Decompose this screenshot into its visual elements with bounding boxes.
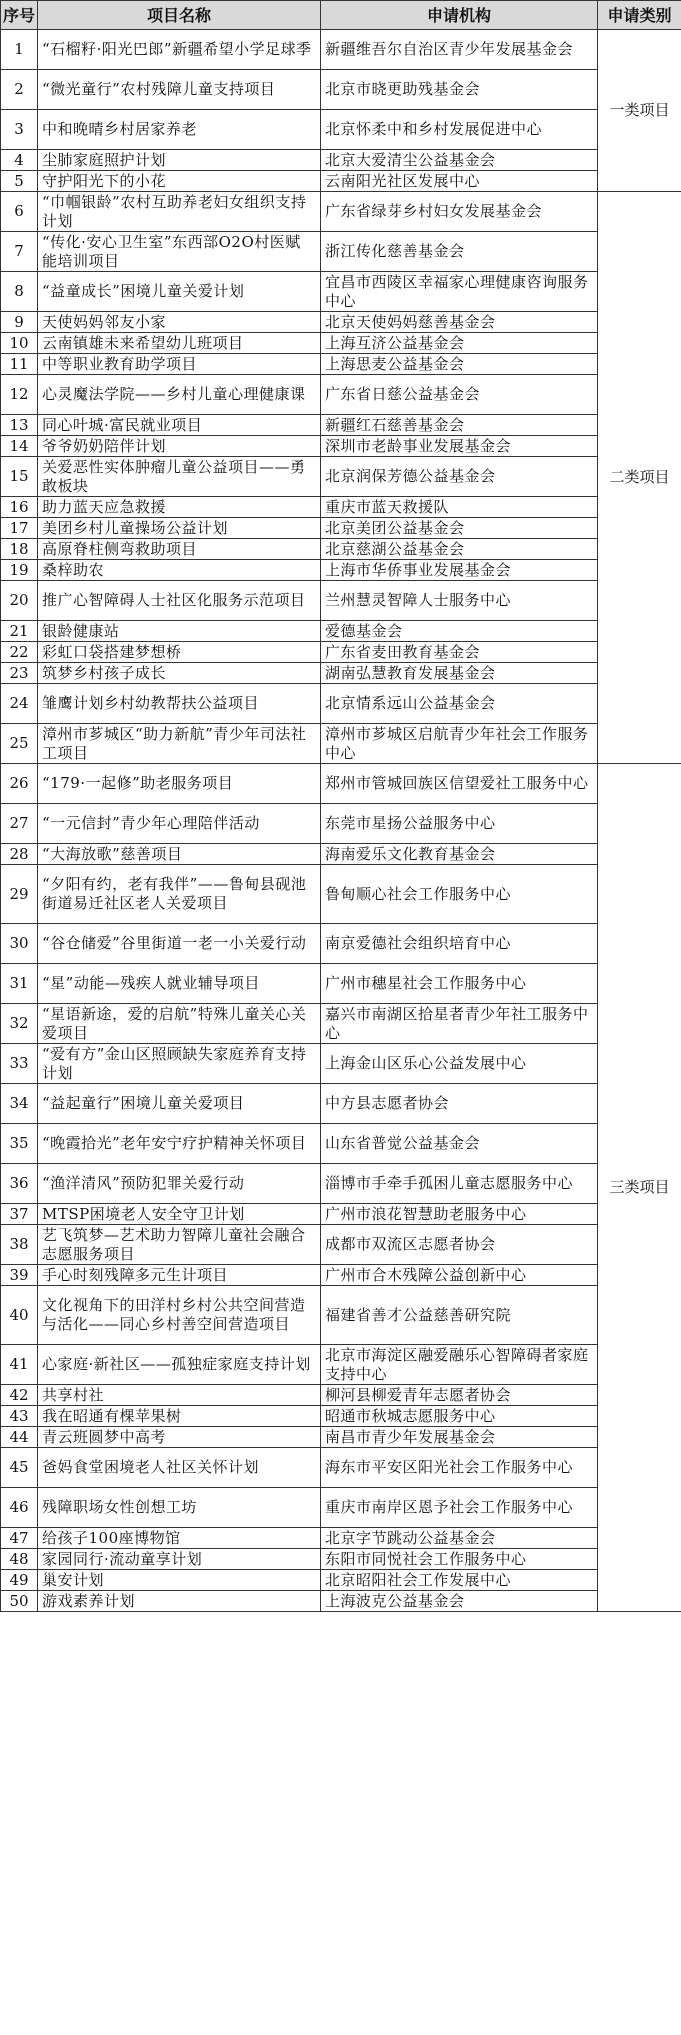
row-number: 25 <box>1 724 38 764</box>
applicant-org: 广州市浪花智慧助老服务中心 <box>321 1204 598 1225</box>
row-number: 6 <box>1 192 38 232</box>
project-name: “谷仓储爱”谷里街道一老一小关爱行动 <box>38 924 321 964</box>
project-name: 银龄健康站 <box>38 621 321 642</box>
row-number: 35 <box>1 1124 38 1164</box>
table-row <box>1 1204 681 1225</box>
category-cell: 二类项目 <box>598 192 681 764</box>
applicant-org: 郑州市管城回族区信望爱社工服务中心 <box>321 764 598 804</box>
applicant-org: 北京天使妈妈慈善基金会 <box>321 312 598 333</box>
header-name: 项目名称 <box>38 1 321 30</box>
table-row <box>1 457 681 497</box>
applicant-org: 北京市海淀区融爱融乐心智障碍者家庭支持中心 <box>321 1345 598 1385</box>
row-number: 7 <box>1 232 38 272</box>
applicant-org: 广州市合木残障公益创新中心 <box>321 1265 598 1286</box>
project-name: “爱有方”金山区照顾缺失家庭养育支持计划 <box>38 1044 321 1084</box>
row-number: 42 <box>1 1385 38 1406</box>
row-number: 21 <box>1 621 38 642</box>
project-name: 中和晚晴乡村居家养老 <box>38 110 321 150</box>
applicant-org: 嘉兴市南湖区拾星者青少年社工服务中心 <box>321 1004 598 1044</box>
table-row <box>1 684 681 724</box>
applicant-org: 广东省麦田教育基金会 <box>321 642 598 663</box>
row-number: 4 <box>1 150 38 171</box>
applicant-org: 南京爱德社会组织培育中心 <box>321 924 598 964</box>
applicant-org: 兰州慧灵智障人士服务中心 <box>321 581 598 621</box>
header-seq: 序号 <box>1 1 38 30</box>
row-number: 13 <box>1 415 38 436</box>
project-name: “179·一起修”助老服务项目 <box>38 764 321 804</box>
table-row <box>1 150 681 171</box>
project-name: “大海放歌”慈善项目 <box>38 844 321 865</box>
applicant-org: 云南阳光社区发展中心 <box>321 171 598 192</box>
project-name: 高原脊柱侧弯救助项目 <box>38 539 321 560</box>
project-name: 雏鹰计划乡村幼教帮扶公益项目 <box>38 684 321 724</box>
project-name: “星语新途，爱的启航”特殊儿童关心关爱项目 <box>38 1004 321 1044</box>
table-row <box>1 436 681 457</box>
table-row <box>1 1286 681 1345</box>
table-row <box>1 1528 681 1549</box>
project-name: “益起童行”困境儿童关爱项目 <box>38 1084 321 1124</box>
applicant-org: 北京润保芳德公益基金会 <box>321 457 598 497</box>
row-number: 31 <box>1 964 38 1004</box>
project-name: 彩虹口袋搭建梦想桥 <box>38 642 321 663</box>
table-row <box>1 1164 681 1204</box>
table-row <box>1 844 681 865</box>
applicant-org: 上海金山区乐心公益发展中心 <box>321 1044 598 1084</box>
row-number: 5 <box>1 171 38 192</box>
applicant-org: 东阳市同悦社会工作服务中心 <box>321 1549 598 1570</box>
table-row <box>1 1549 681 1570</box>
table-row <box>1 1044 681 1084</box>
row-number: 22 <box>1 642 38 663</box>
row-number: 27 <box>1 804 38 844</box>
table-row <box>1 560 681 581</box>
project-name: 文化视角下的田洋村乡村公共空间营造与活化——同心乡村善空间营造项目 <box>38 1286 321 1345</box>
table-row <box>1 539 681 560</box>
applicant-org: 广州市穗星社会工作服务中心 <box>321 964 598 1004</box>
project-name: 云南镇雄未来希望幼儿班项目 <box>38 333 321 354</box>
applicant-org: 上海思麦公益基金会 <box>321 354 598 375</box>
project-name: “星”动能—残疾人就业辅导项目 <box>38 964 321 1004</box>
project-name: 关爱恶性实体肿瘤儿童公益项目——勇敢板块 <box>38 457 321 497</box>
project-name: 助力蓝天应急救援 <box>38 497 321 518</box>
applicant-org: 海南爱乐文化教育基金会 <box>321 844 598 865</box>
table-row <box>1 30 681 70</box>
project-name: “渔洋清风”预防犯罪关爱行动 <box>38 1164 321 1204</box>
category-cell: 三类项目 <box>598 764 681 1612</box>
applicant-org: 北京情系远山公益基金会 <box>321 684 598 724</box>
applicant-org: 新疆红石慈善基金会 <box>321 415 598 436</box>
row-number: 33 <box>1 1044 38 1084</box>
applicant-org: 山东省普觉公益基金会 <box>321 1124 598 1164</box>
project-name: 筑梦乡村孩子成长 <box>38 663 321 684</box>
table-row <box>1 642 681 663</box>
applicant-org: 上海波克公益基金会 <box>321 1591 598 1612</box>
project-name: 心家庭·新社区——孤独症家庭支持计划 <box>38 1345 321 1385</box>
project-name: 天使妈妈邻友小家 <box>38 312 321 333</box>
project-name: 我在昭通有棵苹果树 <box>38 1406 321 1427</box>
header-row <box>1 1 681 30</box>
row-number: 46 <box>1 1488 38 1528</box>
applicant-org: 淄博市手牵手孤困儿童志愿服务中心 <box>321 1164 598 1204</box>
project-name: 爸妈食堂困境老人社区关怀计划 <box>38 1448 321 1488</box>
row-number: 8 <box>1 272 38 312</box>
applicant-org: 深圳市老龄事业发展基金会 <box>321 436 598 457</box>
table-row <box>1 1591 681 1612</box>
applicant-org: 北京怀柔中和乡村发展促进中心 <box>321 110 598 150</box>
project-name: 中等职业教育助学项目 <box>38 354 321 375</box>
row-number: 32 <box>1 1004 38 1044</box>
table-row <box>1 192 681 232</box>
applicant-org: 新疆维吾尔自治区青少年发展基金会 <box>321 30 598 70</box>
table-row <box>1 1448 681 1488</box>
applicant-org: 东莞市星扬公益服务中心 <box>321 804 598 844</box>
table-row <box>1 1265 681 1286</box>
project-name: 美团乡村儿童操场公益计划 <box>38 518 321 539</box>
project-name: 心灵魔法学院——乡村儿童心理健康课 <box>38 375 321 415</box>
row-number: 23 <box>1 663 38 684</box>
applicant-org: 浙江传化慈善基金会 <box>321 232 598 272</box>
row-number: 10 <box>1 333 38 354</box>
table-row <box>1 171 681 192</box>
project-name: 爷爷奶奶陪伴计划 <box>38 436 321 457</box>
applicant-org: 湖南弘慧教育发展基金会 <box>321 663 598 684</box>
project-name: “石榴籽·阳光巴郎”新疆希望小学足球季 <box>38 30 321 70</box>
table-row <box>1 924 681 964</box>
row-number: 34 <box>1 1084 38 1124</box>
table-row <box>1 1004 681 1044</box>
header-org: 申请机构 <box>321 1 598 30</box>
project-name: 桑梓助农 <box>38 560 321 581</box>
project-name: “益童成长”困境儿童关爱计划 <box>38 272 321 312</box>
row-number: 44 <box>1 1427 38 1448</box>
project-name: 手心时刻残障多元生计项目 <box>38 1265 321 1286</box>
table-row <box>1 581 681 621</box>
row-number: 38 <box>1 1225 38 1265</box>
project-name: “微光童行”农村残障儿童支持项目 <box>38 70 321 110</box>
row-number: 37 <box>1 1204 38 1225</box>
applicant-org: 成都市双流区志愿者协会 <box>321 1225 598 1265</box>
table-row <box>1 1488 681 1528</box>
project-name: 给孩子100座博物馆 <box>38 1528 321 1549</box>
row-number: 49 <box>1 1570 38 1591</box>
category-cell: 一类项目 <box>598 30 681 192</box>
row-number: 26 <box>1 764 38 804</box>
applicant-org: 福建省善才公益慈善研究院 <box>321 1286 598 1345</box>
row-number: 1 <box>1 30 38 70</box>
project-name: “夕阳有约，老有我伴”——鲁甸县砚池街道易迁社区老人关爱项目 <box>38 865 321 924</box>
project-name: “一元信封”青少年心理陪伴活动 <box>38 804 321 844</box>
row-number: 45 <box>1 1448 38 1488</box>
table-row <box>1 1406 681 1427</box>
applicant-org: 北京字节跳动公益基金会 <box>321 1528 598 1549</box>
project-name: 守护阳光下的小花 <box>38 171 321 192</box>
table-row <box>1 354 681 375</box>
project-name: 共享村社 <box>38 1385 321 1406</box>
project-name: 推广心智障碍人士社区化服务示范项目 <box>38 581 321 621</box>
table-row <box>1 1345 681 1385</box>
table-row <box>1 804 681 844</box>
table-row <box>1 1225 681 1265</box>
table-body <box>1 30 681 1612</box>
applicant-org: 北京大爱清尘公益基金会 <box>321 150 598 171</box>
project-name: 巢安计划 <box>38 1570 321 1591</box>
row-number: 2 <box>1 70 38 110</box>
row-number: 40 <box>1 1286 38 1345</box>
row-number: 17 <box>1 518 38 539</box>
applicant-org: 重庆市蓝天救援队 <box>321 497 598 518</box>
project-name: “巾帼银龄”农村互助养老妇女组织支持计划 <box>38 192 321 232</box>
table-row <box>1 70 681 110</box>
project-name: “晚霞拾光”老年安宁疗护精神关怀项目 <box>38 1124 321 1164</box>
project-name: MTSP困境老人安全守卫计划 <box>38 1204 321 1225</box>
project-name: 同心叶城·富民就业项目 <box>38 415 321 436</box>
row-number: 39 <box>1 1265 38 1286</box>
table-row <box>1 375 681 415</box>
applicant-org: 北京昭阳社会工作发展中心 <box>321 1570 598 1591</box>
table-row <box>1 232 681 272</box>
row-number: 50 <box>1 1591 38 1612</box>
row-number: 9 <box>1 312 38 333</box>
table-row <box>1 333 681 354</box>
project-name: 青云班圆梦中高考 <box>38 1427 321 1448</box>
applicant-org: 漳州市芗城区启航青少年社会工作服务中心 <box>321 724 598 764</box>
table-row <box>1 272 681 312</box>
applicant-org: 上海互济公益基金会 <box>321 333 598 354</box>
applicant-org: 广东省绿芽乡村妇女发展基金会 <box>321 192 598 232</box>
row-number: 16 <box>1 497 38 518</box>
row-number: 19 <box>1 560 38 581</box>
row-number: 20 <box>1 581 38 621</box>
applicant-org: 北京慈湖公益基金会 <box>321 539 598 560</box>
row-number: 24 <box>1 684 38 724</box>
table-row <box>1 964 681 1004</box>
row-number: 29 <box>1 865 38 924</box>
row-number: 36 <box>1 1164 38 1204</box>
applicant-org: 重庆市南岸区恩予社会工作服务中心 <box>321 1488 598 1528</box>
table-row <box>1 110 681 150</box>
row-number: 30 <box>1 924 38 964</box>
project-name: 残障职场女性创想工坊 <box>38 1488 321 1528</box>
table-row <box>1 621 681 642</box>
row-number: 28 <box>1 844 38 865</box>
row-number: 15 <box>1 457 38 497</box>
applicant-org: 柳河县柳爱青年志愿者协会 <box>321 1385 598 1406</box>
row-number: 3 <box>1 110 38 150</box>
table-row <box>1 518 681 539</box>
table-row <box>1 1427 681 1448</box>
applicant-org: 宜昌市西陵区幸福家心理健康咨询服务中心 <box>321 272 598 312</box>
project-name: 艺飞筑梦—艺术助力智障儿童社会融合志愿服务项目 <box>38 1225 321 1265</box>
table-row <box>1 865 681 924</box>
applicant-org: 北京美团公益基金会 <box>321 518 598 539</box>
table-row <box>1 1124 681 1164</box>
table-row <box>1 663 681 684</box>
applicant-org: 爱德基金会 <box>321 621 598 642</box>
applicant-org: 广东省日慈公益基金会 <box>321 375 598 415</box>
row-number: 48 <box>1 1549 38 1570</box>
applicant-org: 鲁甸顺心社会工作服务中心 <box>321 865 598 924</box>
project-name: 漳州市芗城区“助力新航”青少年司法社工项目 <box>38 724 321 764</box>
row-number: 14 <box>1 436 38 457</box>
table-row <box>1 1084 681 1124</box>
table-row <box>1 1570 681 1591</box>
row-number: 43 <box>1 1406 38 1427</box>
applicant-org: 北京市晓更助残基金会 <box>321 70 598 110</box>
project-name: “传化·安心卫生室”东西部O2O村医赋能培训项目 <box>38 232 321 272</box>
row-number: 47 <box>1 1528 38 1549</box>
row-number: 41 <box>1 1345 38 1385</box>
applicant-org: 昭通市秋城志愿服务中心 <box>321 1406 598 1427</box>
table-row <box>1 724 681 764</box>
table-row <box>1 312 681 333</box>
applicant-org: 上海市华侨事业发展基金会 <box>321 560 598 581</box>
table-row <box>1 764 681 804</box>
applicant-org: 南昌市青少年发展基金会 <box>321 1427 598 1448</box>
applicant-org: 海东市平安区阳光社会工作服务中心 <box>321 1448 598 1488</box>
project-name: 游戏素养计划 <box>38 1591 321 1612</box>
header-category: 申请类别 <box>598 1 681 30</box>
row-number: 11 <box>1 354 38 375</box>
project-name: 家园同行·流动童享计划 <box>38 1549 321 1570</box>
project-name: 尘肺家庭照护计划 <box>38 150 321 171</box>
table-row <box>1 1385 681 1406</box>
row-number: 12 <box>1 375 38 415</box>
table-row <box>1 497 681 518</box>
table-row <box>1 415 681 436</box>
row-number: 18 <box>1 539 38 560</box>
applicant-org: 中方县志愿者协会 <box>321 1084 598 1124</box>
